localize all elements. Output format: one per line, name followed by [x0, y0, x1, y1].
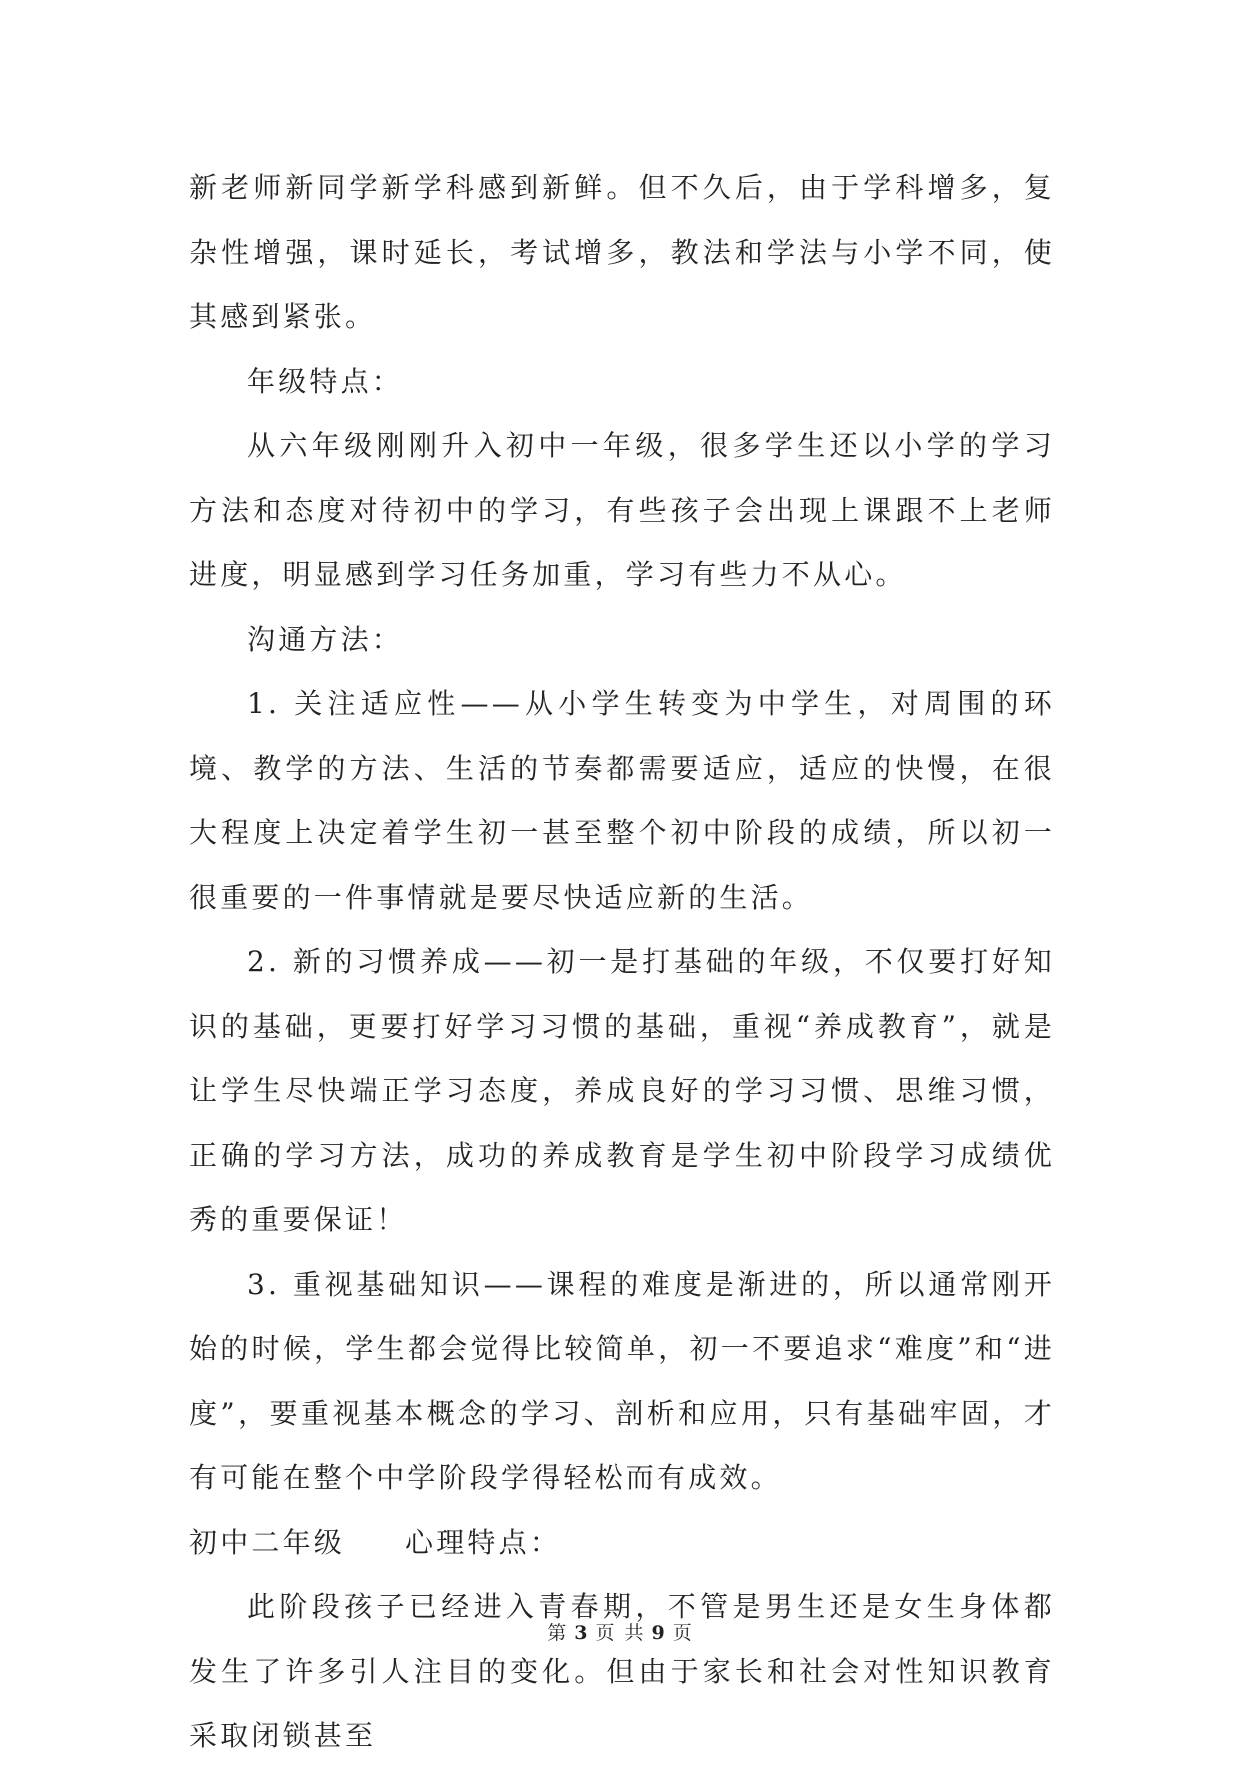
paragraph-method-1: 1. 关注适应性——从小学生转变为中学生，对周围的环境、教学的方法、生活的节奏都需要适应，适应的快慢，在很大程度上决定着学生初一甚至整个初中阶段的成绩，所以初一很重要的一件事情就是要尽快适应新的生活。 [189, 687, 1055, 914]
heading-grade-two [189, 1511, 1055, 1576]
paragraph-grade-features: 从六年级刚刚升入初中一年级，很多学生还以小学的学习方法和态度对待初中的学习，有些孩子会出现上课跟不上老师进度，明显感到学习任务加重，学习有些力不从心。 [189, 429, 1055, 591]
psych-features-label: 心理特点： [405, 1525, 562, 1559]
document-body [189, 156, 1055, 1769]
footer-suffix: 页 [672, 1622, 694, 1644]
footer-middle: 页 共 [595, 1622, 646, 1644]
footer-prefix: 第 [547, 1622, 569, 1644]
page-footer [0, 1618, 1241, 1645]
paragraph-method-2: 2. 新的习惯养成——初一是打基础的年级，不仅要打好知识的基础，更要打好学习习惯的基础，重视“养成教育”，就是让学生尽快端正学习态度，养成良好的学习习惯、思维习惯，正确的学习方法，成功的养成教育是学生初中阶段学习成绩优秀的重要保证！ [189, 945, 1055, 1236]
footer-total-pages: 9 [651, 1622, 667, 1644]
grade-two-title: 初中二年级 [189, 1525, 346, 1559]
heading-communication-methods: 沟通方法： [247, 622, 404, 656]
paragraph-grade-two-psych: 此阶段孩子已经进入青春期，不管是男生还是女生身体都发生了许多引人注目的变化。但由于家长和社会对性知识教育采取闭锁甚至 [189, 1590, 1055, 1752]
paragraph-method-3: 3. 重视基础知识——课程的难度是渐进的，所以通常刚开始的时候，学生都会觉得比较简单，初一不要追求“难度”和“进度”，要重视基本概念的学习、剖析和应用，只有基础牢固，才有可能在整个中学阶段学得轻松而有成效。 [189, 1267, 1055, 1494]
heading-grade-features: 年级特点： [247, 364, 404, 398]
footer-page-number: 3 [574, 1622, 590, 1644]
paragraph-continued: 新老师新同学新学科感到新鲜。但不久后，由于学科增多，复杂性增强，课时延长，考试增多，教法和学法与小学不同，使其感到紧张。 [189, 171, 1055, 333]
